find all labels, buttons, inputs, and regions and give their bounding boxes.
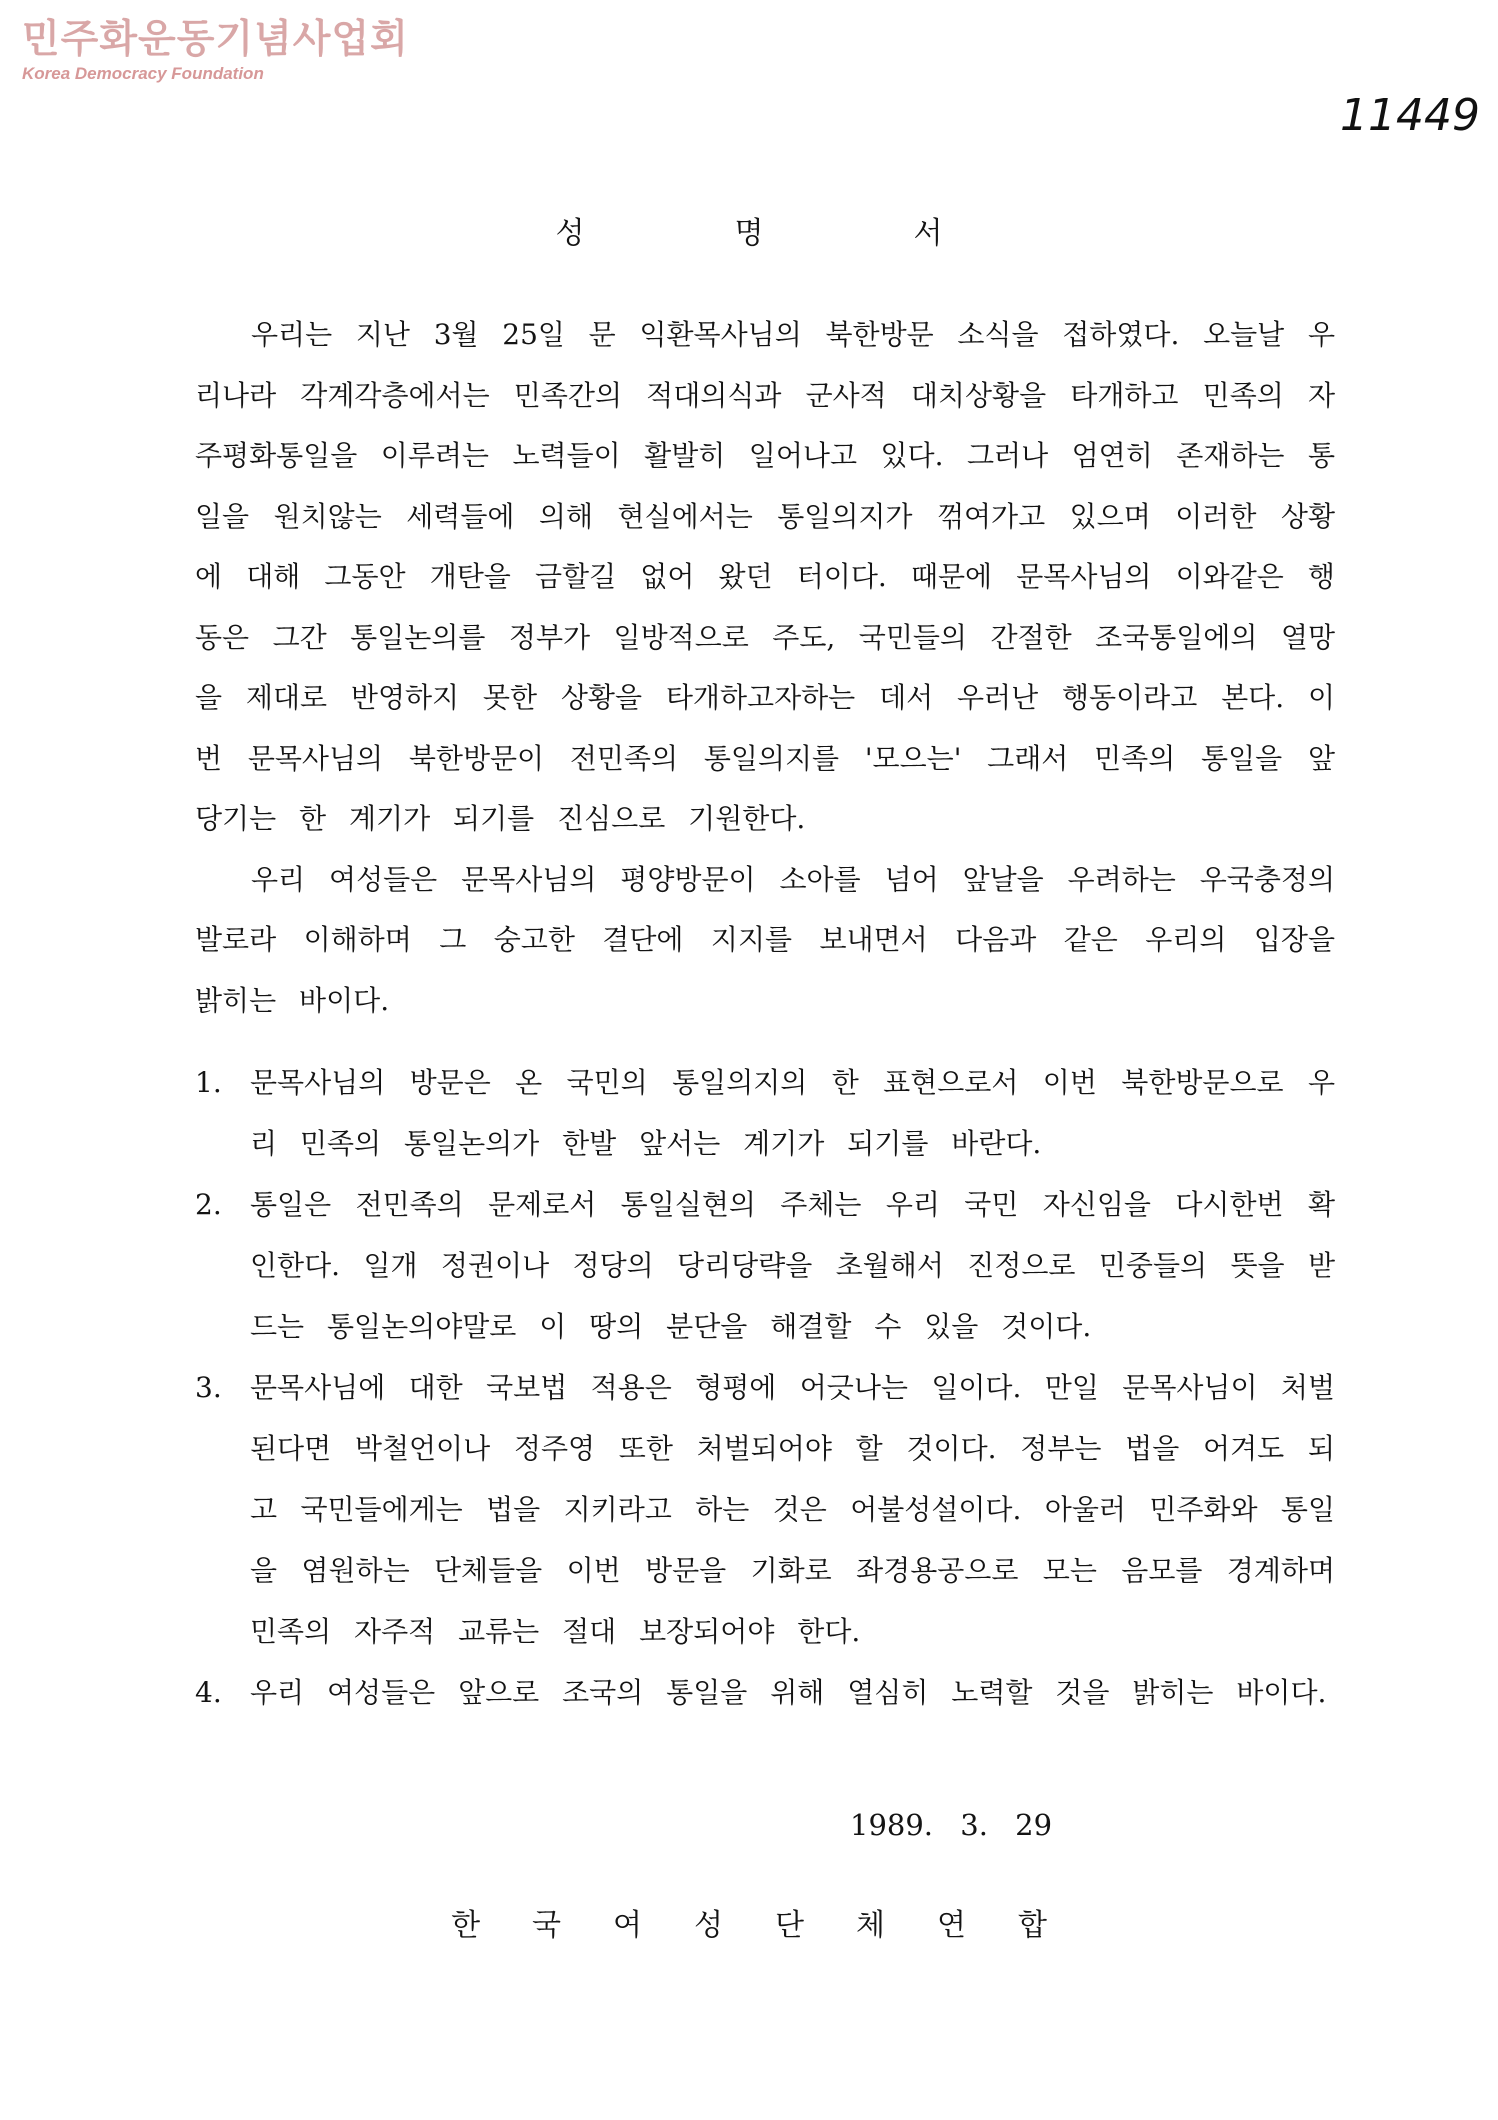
- document-title: 성명서: [555, 216, 1093, 251]
- list-item: [195, 1052, 1335, 1174]
- list-item: [195, 1174, 1335, 1357]
- list-item: [195, 1662, 1335, 1723]
- watermark-english: Korea Democracy Foundation: [22, 64, 264, 83]
- statement-date: 1989. 3. 29: [850, 1808, 1053, 1842]
- item-number: 1.: [195, 1066, 222, 1099]
- item-text: 문목사님의 방문은 온 국민의 통일의지의 한 표현으로서 이번 북한방문으로 우리 민족의 통일논의가 한발 앞서는 계기가 되기를 바란다.: [250, 1066, 1335, 1160]
- item-text: 통일은 전민족의 문제로서 통일실현의 주체는 우리 국민 자신임을 다시한번 확인한다. 일개 정권이나 정당의 당리당략을 초월해서 진정으로 민중들의 뜻을 받드는 통일논의야말로 이 땅의 분단을 해결할 수 있을 것이다.: [250, 1188, 1335, 1343]
- item-number: 4.: [195, 1676, 222, 1709]
- item-text: 우리 여성들은 앞으로 조국의 통일을 위해 열심히 노력할 것을 밝히는 바이다.: [250, 1676, 1327, 1709]
- foundation-watermark: [22, 18, 409, 84]
- statement-body: [195, 305, 1335, 1031]
- handwritten-page-number: 11449: [1340, 90, 1480, 141]
- demands-list: [195, 1052, 1335, 1723]
- item-text: 문목사님에 대한 국보법 적용은 형평에 어긋나는 일이다. 만일 문목사님이 처벌된다면 박철언이나 정주영 또한 처벌되어야 할 것이다. 정부는 법을 어겨도 되고 국민들에게는 법을 지키라고 하는 것은 어불성설이다. 아울러 민주화와 통일을 염원하는 단체들을 이번 방문을 기화로 좌경용공으로 모는 음모를 경계하며 민족의 자주적 교류는 절대 보장되어야 한다.: [250, 1371, 1335, 1648]
- paragraph-position: 우리 여성들은 문목사님의 평양방문이 소아를 넘어 앞날을 우려하는 우국충정의 발로라 이해하며 그 숭고한 결단에 지지를 보내면서 다음과 같은 우리의 입장을 밝히는 바이다.: [195, 862, 1335, 1017]
- paragraph-intro: 우리는 지난 3월 25일 문 익환목사님의 북한방문 소식을 접하였다. 오늘날 우리나라 각계각층에서는 민족간의 적대의식과 군사적 대치상황을 타개하고 민족의 자주평화통일을 이루려는 노력들이 활발히 일어나고 있다. 그러나 엄연히 존재하는 통일을 원치않는 세력들에 의해 현실에서는 통일의지가 꺾여가고 있으며 이러한 상황에 대해 그동안 개탄을 금할길 없어 왔던 터이다. 때문에 문목사님의 이와같은 행동은 그간 통일논의를 정부가 일방적으로 주도, 국민들의 간절한 조국통일에의 열망을 제대로 반영하지 못한 상황을 타개하고자하는 데서 우러난 행동이라고 본다. 이번 문목사님의 북한방문이 전민족의 통일의지를 '모으는' 그래서 민족의 통일을 앞당기는 한 계기가 되기를 진심으로 기원한다.: [195, 318, 1335, 835]
- list-item: [195, 1357, 1335, 1662]
- item-number: 2.: [195, 1188, 222, 1221]
- issuing-organization: 한국여성단체연합: [451, 1908, 1099, 1943]
- watermark-korean: 민주화운동기념사업회: [22, 17, 409, 62]
- item-number: 3.: [195, 1371, 222, 1404]
